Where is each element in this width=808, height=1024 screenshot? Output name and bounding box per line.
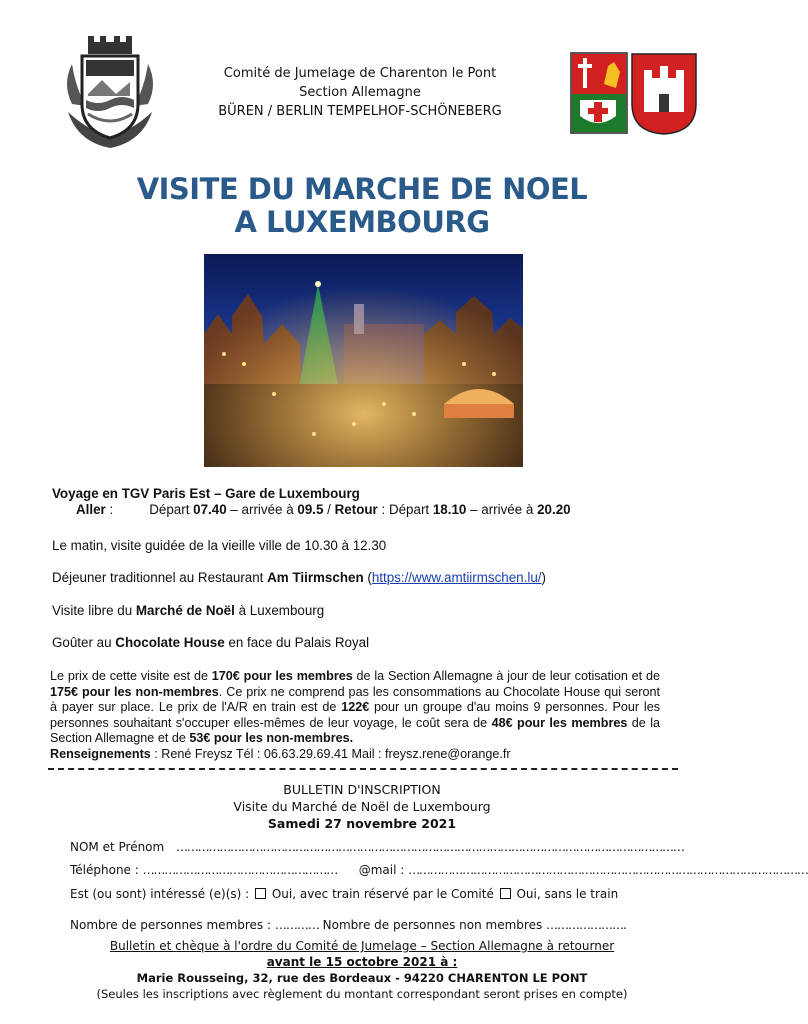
committee-name: Comité de Jumelage de Charenton le Pont bbox=[223, 66, 497, 81]
chocolate-house-name: Chocolate House bbox=[115, 635, 225, 650]
title-line-2: A LUXEMBOURG bbox=[234, 205, 490, 239]
morning-visit: Le matin, visite guidée de la vieille ville de 10.30 à 12.30 bbox=[52, 538, 387, 553]
deadline: avant le 15 octobre 2021 à : bbox=[266, 955, 458, 969]
market-visit: Visite libre du Marché de Noël à Luxembourg bbox=[52, 603, 325, 618]
travel-schedule: Aller : Départ 07.40 – arrivée à 09.5 / Retour : Départ 18.10 – arrivée à 20.20 bbox=[76, 502, 571, 517]
interest-label: Est (ou sont) intéressé (e)(s) : bbox=[70, 887, 254, 901]
lunch-info: Déjeuner traditionnel au Restaurant Am Tiirmschen (https://www.amtiirmschen.lu/) bbox=[52, 570, 546, 585]
christmas-market-photo bbox=[204, 254, 523, 467]
return-address: Marie Rousseing, 32, rue des Bordeaux - 94220 CHARENTON LE PONT bbox=[136, 971, 588, 985]
retour-depart-time: 18.10 bbox=[432, 502, 467, 517]
restaurant-link[interactable]: https://www.amtiirmschen.lu/ bbox=[371, 570, 542, 585]
return-instructions: Bulletin et chèque à l'ordre du Comité de Jumelage – Section Allemagne à retourner bbox=[109, 939, 615, 953]
cut-line-divider bbox=[48, 768, 678, 770]
bulletin-subtitle: Visite du Marché de Noël de Luxembourg bbox=[233, 799, 491, 814]
charenton-crest-logo bbox=[58, 34, 162, 152]
phone-label: Téléphone : bbox=[70, 863, 143, 877]
count-row bbox=[70, 918, 626, 932]
option-with-train: Oui, avec train réservé par le Comité bbox=[268, 887, 498, 901]
non-members-count-field[interactable]: …………………. bbox=[546, 918, 626, 932]
info-label: Renseignements bbox=[50, 746, 151, 761]
restaurant-name: Am Tiirmschen bbox=[267, 570, 364, 585]
title-line-1: VISITE DU MARCHE DE NOEL bbox=[136, 172, 588, 206]
bulletin-title: BULLETIN D'INSCRIPTION bbox=[283, 782, 441, 797]
email-field[interactable]: ………………………………………………………………………………………………… bbox=[408, 863, 808, 877]
payment-note: (Seules les inscriptions avec règlement du montant correspondant seront prises en compte) bbox=[96, 987, 628, 1001]
aller-arrivee-time: 09.5 bbox=[297, 502, 324, 517]
retour-label: Retour bbox=[334, 502, 378, 517]
contact-info: : René Freysz Tél : 06.63.29.69.41 Mail : freysz.rene@orange.fr bbox=[150, 746, 511, 761]
price-members: 170€ pour les membres bbox=[211, 669, 353, 683]
market-name: Marché de Noël bbox=[135, 603, 235, 618]
name-field[interactable]: …………………………………………………………………………………………………………………………… bbox=[176, 840, 684, 854]
phone-field[interactable]: ……………………………………………… bbox=[142, 863, 338, 877]
twin-city-shields-logo bbox=[570, 52, 698, 136]
bulletin-date: Samedi 27 novembre 2021 bbox=[267, 816, 457, 831]
travel-heading: Voyage en TGV Paris Est – Gare de Luxembourg bbox=[52, 486, 360, 501]
option-without-train: Oui, sans le train bbox=[512, 887, 619, 901]
pricing-paragraph: Le prix de cette visite est de 170€ pour les membres de la Section Allemagne à jour de leur cotisation et de 175€ pour les non-membres. Ce prix ne comprend pas les consommations au Chocolate House qui seront à payer sur place. Le prix de l'A/R en train est de 122€ pour un groupe d'au moins 9 personnes. Pour les personnes souhaitant s'occuper elles-mêmes de leur voyage, le coût sera de 48€ pour les membres de la Section Allemagne et de 53€ pour les non-membres. Renseignements : René Freysz Tél : 06.63.29.69.41 Mail : freysz.rene@orange.fr bbox=[50, 669, 660, 761]
train-checkbox[interactable] bbox=[255, 888, 266, 899]
members-count-field[interactable]: ………… bbox=[274, 918, 319, 932]
contact-field-row bbox=[70, 863, 808, 877]
section-name: Section Allemagne bbox=[299, 85, 421, 100]
non-members-count-label: Nombre de personnes non membres bbox=[318, 918, 547, 932]
price-train: 122€ bbox=[341, 700, 370, 714]
gouter-info: Goûter au Chocolate House en face du Palais Royal bbox=[52, 635, 370, 650]
aller-depart-time: 07.40 bbox=[193, 502, 227, 517]
twin-cities: BÜREN / BERLIN TEMPELHOF-SCHÖNEBERG bbox=[218, 104, 502, 119]
name-field-row bbox=[70, 840, 684, 854]
organization-header bbox=[160, 64, 560, 121]
name-label: NOM et Prénom bbox=[70, 840, 165, 854]
price-self-members: 48€ pour les membres bbox=[491, 715, 628, 730]
price-non-members: 175€ pour les non-membres bbox=[50, 684, 219, 699]
no-train-checkbox[interactable] bbox=[500, 888, 511, 899]
price-self-non-members: 53€ pour les non-membres. bbox=[189, 731, 354, 745]
interest-row bbox=[70, 887, 618, 901]
email-label: @mail : bbox=[358, 863, 409, 877]
aller-label: Aller bbox=[76, 502, 106, 517]
retour-arrivee-time: 20.20 bbox=[537, 502, 571, 517]
members-count-label: Nombre de personnes membres : bbox=[70, 918, 275, 932]
event-title bbox=[100, 173, 624, 239]
